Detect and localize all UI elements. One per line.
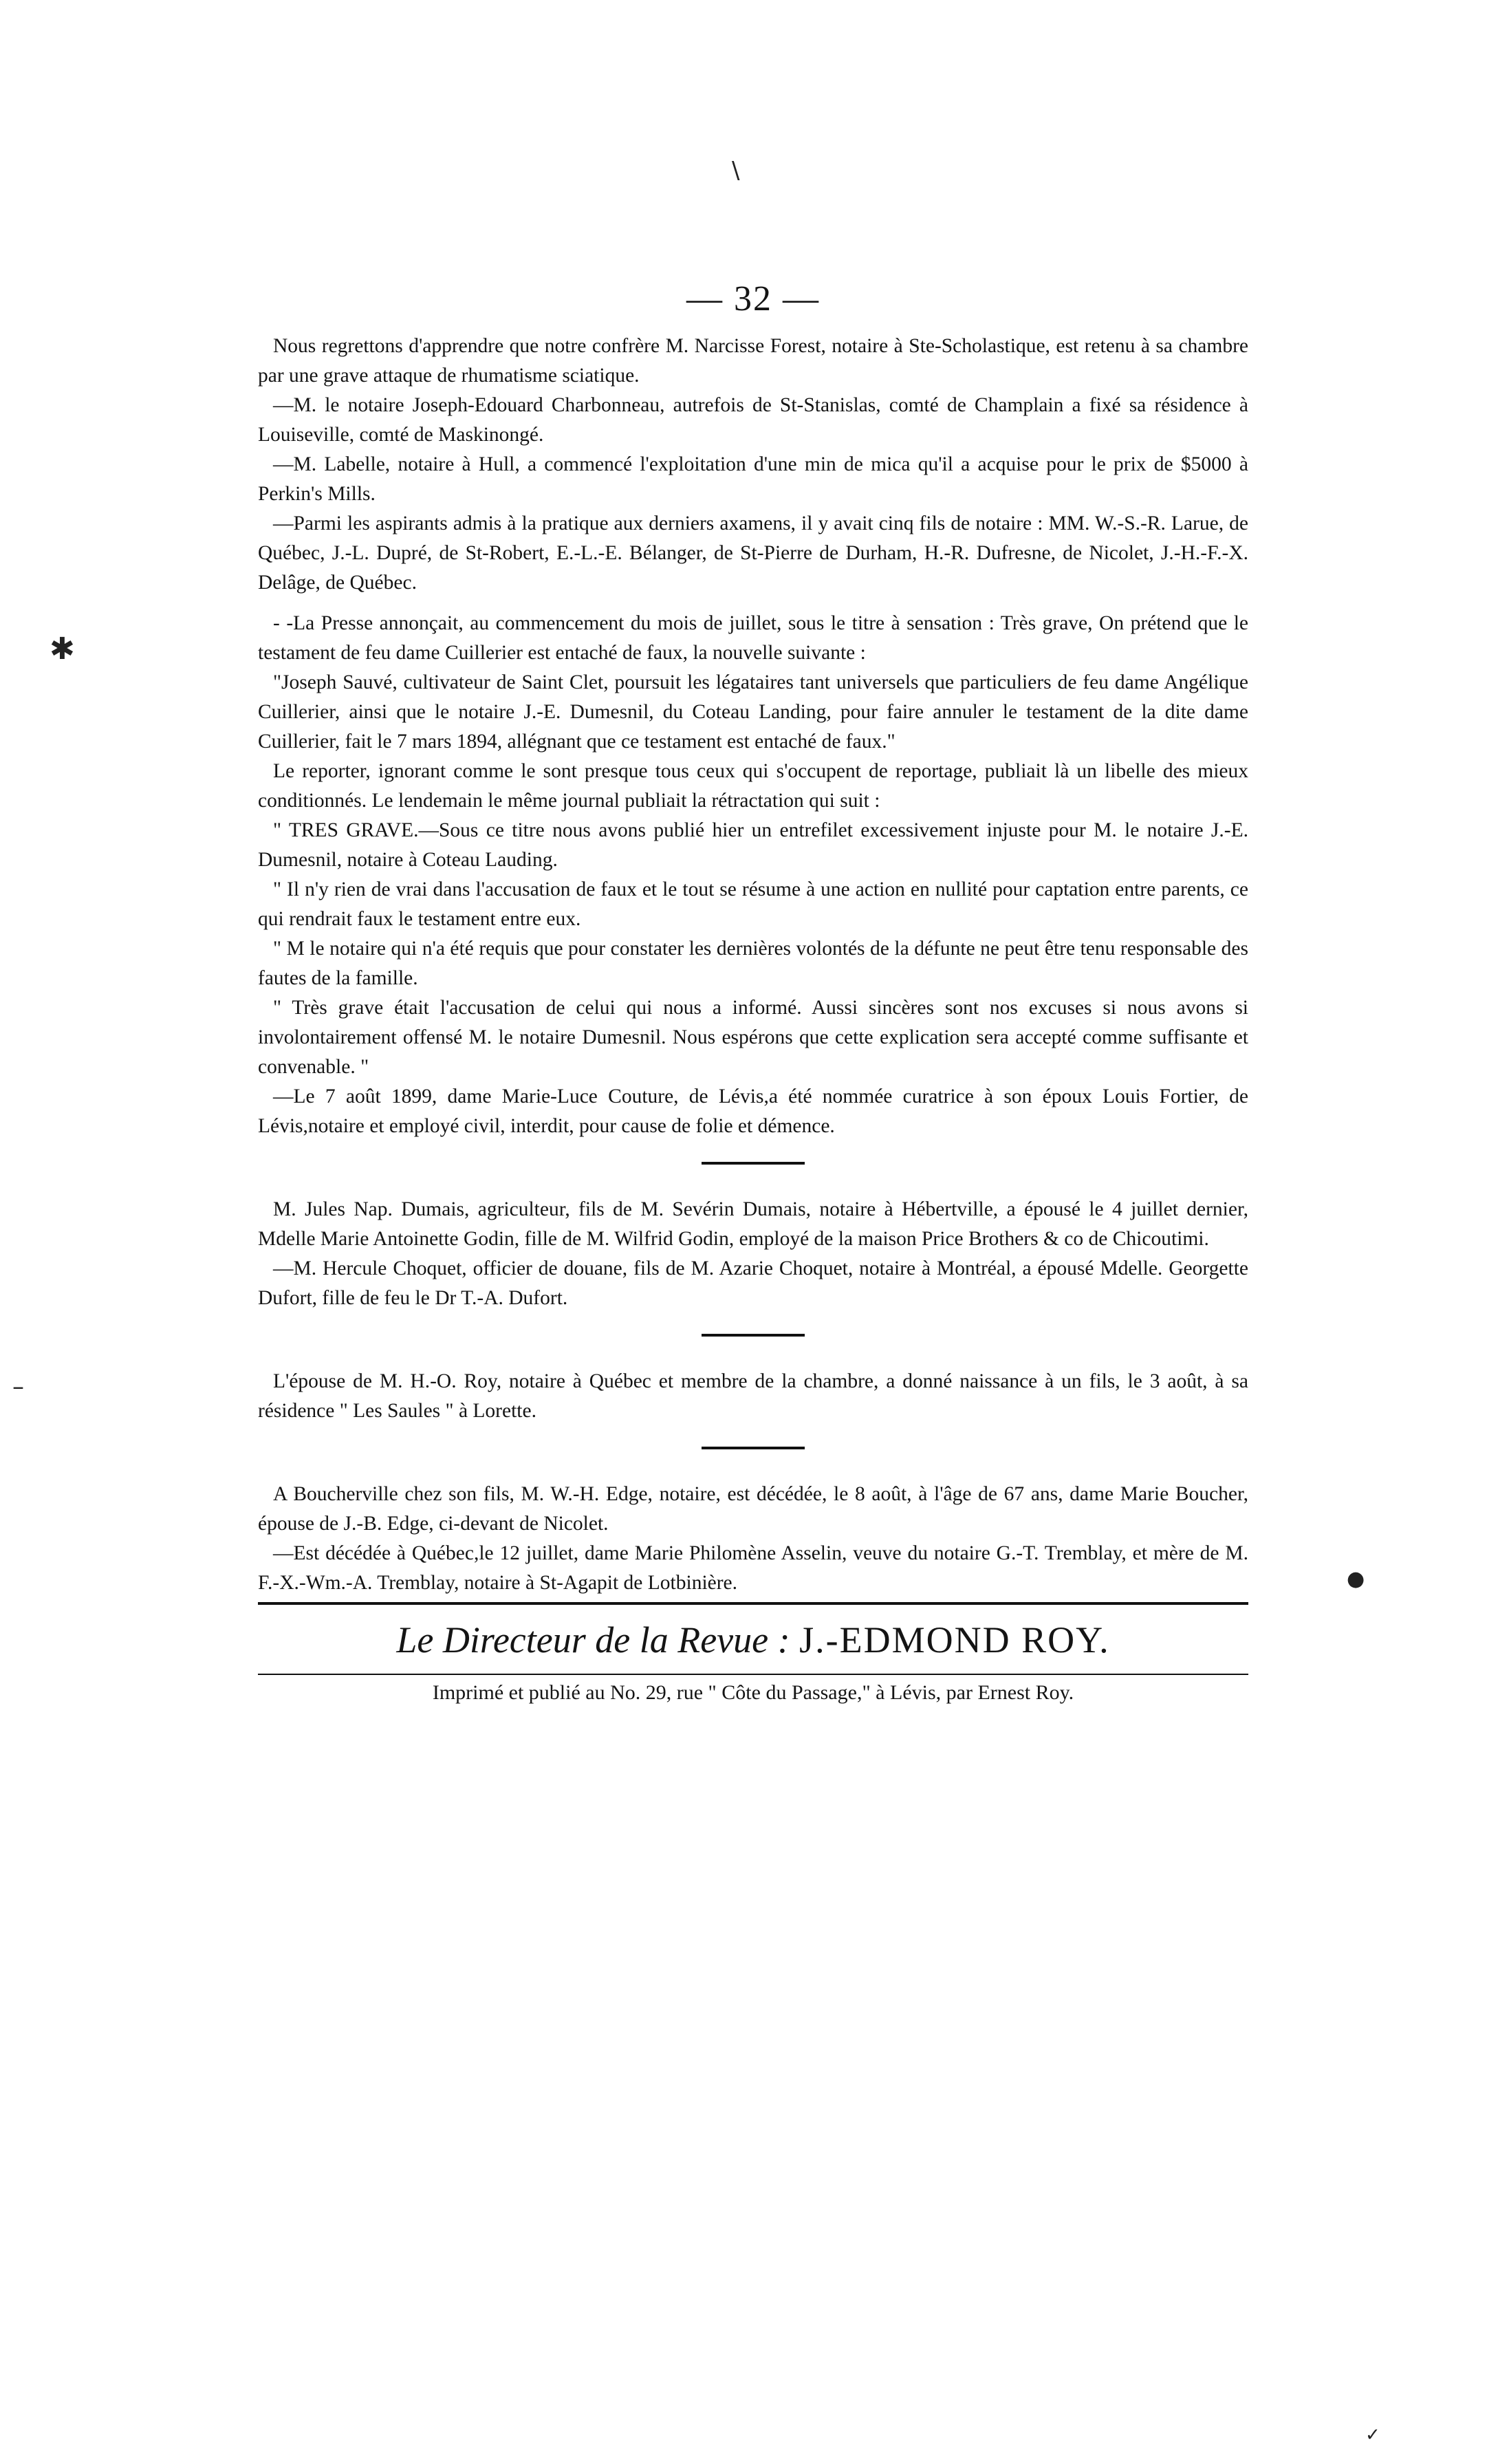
imprint-rule <box>258 1674 1248 1675</box>
paragraph: A Boucherville chez son fils, M. W.-H. Edge, notaire, est décédée, le 8 août, à l'âge de 67 ans, dame Marie Boucher, épouse de J.-B. Edge, ci-devant de Nicolet. <box>258 1483 1248 1535</box>
paragraph: Le reporter, ignorant comme le sont presque tous ceux qui s'occupent de reportage, publiait là un libelle des mieux conditionnés. Le lendemain le même journal publiait la rétractation qui suit : <box>258 760 1248 812</box>
paragraph: —M. Labelle, notaire à Hull, a commencé l'exploitation d'une min de mica qu'il a acquise pour le prix de $5000 à Perkin's Mills. <box>258 453 1248 505</box>
page-number: — 32 — <box>686 279 820 318</box>
paragraph: " M le notaire qui n'a été requis que pour constater les dernières volontés de la défunte ne peut être tenu responsable des fautes de la famille. <box>258 938 1248 989</box>
births-section <box>258 1367 1248 1426</box>
text-column <box>258 279 1248 1708</box>
scan-speck-mark: – <box>12 1373 24 1401</box>
signature-name: J.-EDMOND ROY. <box>799 1619 1110 1661</box>
paragraph: M. Jules Nap. Dumais, agriculteur, fils de M. Sevérin Dumais, notaire à Hébertville, a épousé le 4 juillet dernier, Mdelle Marie Antoinette Godin, fille de M. Wilfrid Godin, employé de la maison Price Brothers & co de Chicoutimi. <box>258 1198 1248 1250</box>
deaths-section <box>258 1480 1248 1598</box>
paragraph: —Est décédée à Québec,le 12 juillet, dame Marie Philomène Asselin, veuve du notaire G.-T. Tremblay, et mère de M. F.-X.-Wm.-A. Tremblay, notaire à St-Agapit de Lotbinière. <box>258 1542 1248 1594</box>
scan-speck-mark: ✓ <box>1365 2425 1380 2445</box>
news-section <box>258 332 1248 1141</box>
paragraph: - -La Presse annonçait, au commencement du mois de juillet, sous le titre à sensation : Très grave, On prétend que le testament de feu dame Cuillerier est entaché de faux, la nouvelle suivante : <box>258 612 1248 664</box>
section-divider <box>702 1334 805 1337</box>
paragraph: "Joseph Sauvé, cultivateur de Saint Clet, poursuit les légataires tant universels que particuliers de feu dame Angélique Cuillerier, ainsi que le notaire J.-E. Dumesnil, du Coteau Landing, pour faire annuler le testament de la dite dame Cuillerier, fait le 7 mars 1894, allégnant que ce testament est entaché de faux." <box>258 671 1248 753</box>
section-divider <box>702 1447 805 1449</box>
scan-speck-mark: ● <box>1347 1567 1365 1591</box>
imprint-line: Imprimé et publié au No. 29, rue " Côte du Passage," à Lévis, par Ernest Roy. <box>432 1681 1074 1704</box>
marriages-section <box>258 1195 1248 1313</box>
paragraph: —M. Hercule Choquet, officier de douane, fils de M. Azarie Choquet, notaire à Montréal, a épousé Mdelle. Georgette Dufort, fille de feu le Dr T.-A. Dufort. <box>258 1257 1248 1309</box>
paragraph: " TRES GRAVE.—Sous ce titre nous avons publié hier un entrefilet excessivement injuste pour M. le notaire J.-E. Dumesnil, notaire à Coteau Lauding. <box>258 819 1248 871</box>
signature-label: Le Directeur de la Revue : <box>396 1619 790 1661</box>
paragraph: " Il n'y rien de vrai dans l'accusation de faux et le tout se résume à une action en nullité pour captation entre parents, ce qui rendrait faux le testament entre eux. <box>258 878 1248 930</box>
scan-speck-mark: \ <box>732 157 740 184</box>
paragraph: —Le 7 août 1899, dame Marie-Luce Couture, de Lévis,a été nommée curatrice à son époux Louis Fortier, de Lévis,notaire et employé civil, interdit, pour cause de folie et démence. <box>258 1085 1248 1137</box>
paragraph: —Parmi les aspirants admis à la pratique aux derniers axamens, il y avait cinq fils de notaire : MM. W.-S.-R. Larue, de Québec, J.-L. Dupré, de St-Robert, E.-L.-E. Bélanger, de St-Pierre de Durham, H.-R. Dufresne, de Nicolet, J.-H.-F.-X. Delâge, de Québec. <box>258 512 1248 594</box>
paragraph: —M. le notaire Joseph-Edouard Charbonneau, autrefois de St-Stanislas, comté de Champlain a fixé sa résidence à Louiseville, comté de Maskinongé. <box>258 394 1248 446</box>
paragraph: Nous regrettons d'apprendre que notre confrère M. Narcisse Forest, notaire à Ste-Scholastique, est retenu à sa chambre par une grave attaque de rhumatisme sciatique. <box>258 335 1248 387</box>
paragraph: L'épouse de M. H.-O. Roy, notaire à Québec et membre de la chambre, a donné naissance à un fils, le 3 août, à sa résidence " Les Saules " à Lorette. <box>258 1370 1248 1422</box>
scan-speck-mark: ✱ <box>50 631 75 667</box>
paragraph: " Très grave était l'accusation de celui qui nous a informé. Aussi sincères sont nos excuses si nous avons si involontairement offensé M. le notaire Dumesnil. Nous espérons que cette explication sera accepté comme suffisante et convenable. " <box>258 997 1248 1078</box>
section-divider <box>702 1162 805 1165</box>
signature-line <box>258 1610 1248 1669</box>
footer-rule <box>258 1602 1248 1605</box>
